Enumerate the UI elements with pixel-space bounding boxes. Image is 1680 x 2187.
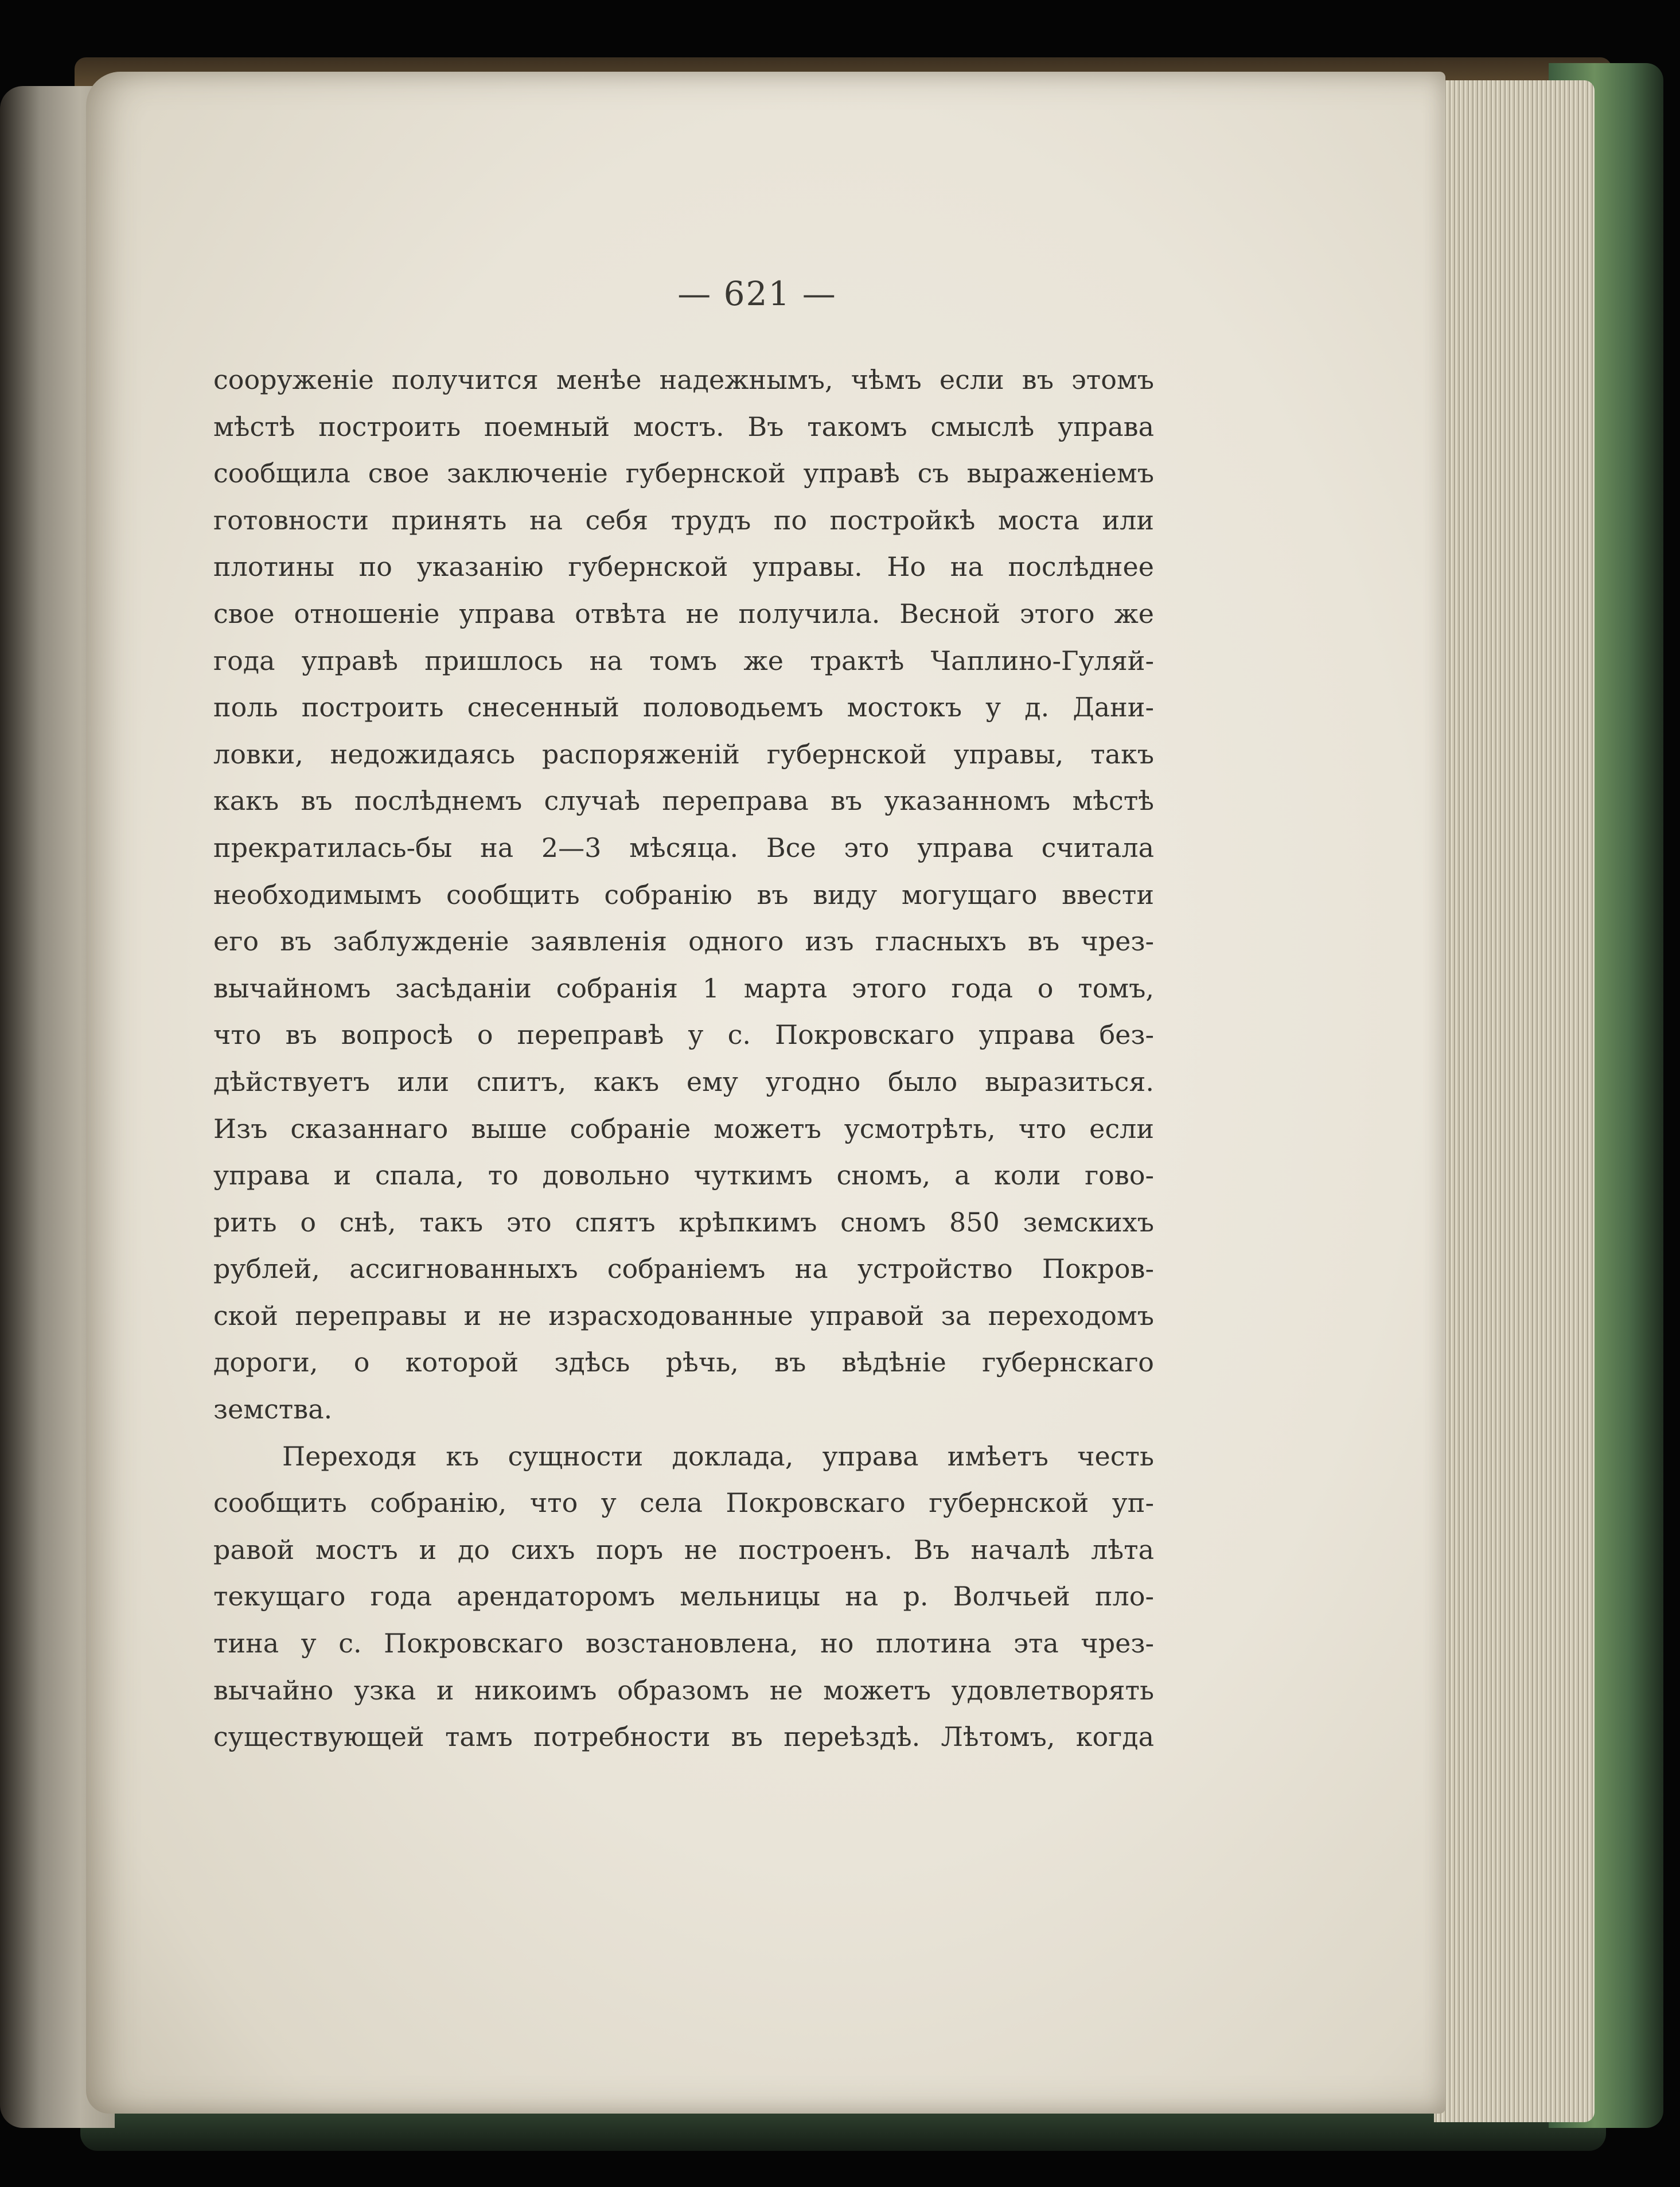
text-line: вычайномъ засѣданіи собранія 1 марта этого года о томъ, bbox=[213, 972, 1154, 1004]
text-line: ловки, недожидаясь распоряженій губернской управы, такъ bbox=[213, 738, 1154, 770]
text-line: готовности принять на себя трудъ по постройкѣ моста или bbox=[213, 504, 1154, 536]
stacked-page-edges bbox=[1434, 80, 1595, 2122]
text-line: необходимымъ сообщить собранію въ виду могущаго ввести bbox=[213, 879, 1154, 910]
text-line: мѣстѣ построить поемный мостъ. Въ такомъ смыслѣ управа bbox=[213, 411, 1154, 442]
text-line: дѣйствуетъ или спитъ, какъ ему угодно было выразиться. bbox=[213, 1066, 1154, 1097]
text-line: Изъ сказаннаго выше собраніе можетъ усмотрѣть, что если bbox=[213, 1113, 1154, 1144]
page-number: — 621 — bbox=[677, 274, 837, 313]
text-line: рублей, ассигнованныхъ собраніемъ на устройство Покров- bbox=[213, 1253, 1154, 1285]
text-line: сообщить собранію, что у села Покровскаго губернской уп- bbox=[213, 1487, 1154, 1519]
text-line: управа и спала, то довольно чуткимъ сномъ, а коли гово- bbox=[213, 1160, 1154, 1191]
text-line: свое отношеніе управа отвѣта не получила. Весной этого же bbox=[213, 598, 1154, 629]
text-line: рить о снѣ, такъ это спятъ крѣпкимъ сномъ 850 земскихъ bbox=[213, 1206, 1154, 1238]
text-line: его въ заблужденіе заявленія одного изъ гласныхъ въ чрез- bbox=[213, 926, 1154, 957]
page-body-text bbox=[213, 357, 1154, 1761]
text-line: дороги, о которой здѣсь рѣчь, въ вѣдѣніе губернскаго bbox=[213, 1347, 1154, 1378]
text-line: сообщила свое заключеніе губернской управѣ съ выраженіемъ bbox=[213, 458, 1154, 489]
text-line-paragraph-end: земства. bbox=[213, 1394, 333, 1425]
text-line-paragraph-start: Переходя къ сущности доклада, управа имѣетъ честь bbox=[282, 1440, 1154, 1472]
text-line: прекратилась-бы на 2—3 мѣсяца. Все это управа считала bbox=[213, 832, 1154, 863]
text-line: поль построить снесенный половодьемъ мостокъ у д. Дани- bbox=[213, 692, 1154, 723]
text-line: текущаго года арендаторомъ мельницы на р. Волчьей пло- bbox=[213, 1581, 1154, 1612]
text-line: ской переправы и не израсходованные управой за переходомъ bbox=[213, 1300, 1154, 1331]
text-line: плотины по указанію губернской управы. Но на послѣднее bbox=[213, 551, 1154, 583]
text-line: года управѣ пришлось на томъ же трактѣ Чаплино-Гуляй- bbox=[213, 645, 1154, 676]
text-line: что въ вопросѣ о переправѣ у с. Покровскаго управа без- bbox=[213, 1019, 1154, 1051]
text-line: вычайно узка и никоимъ образомъ не можетъ удовлетворять bbox=[213, 1674, 1154, 1706]
text-line: какъ въ послѣднемъ случаѣ переправа въ указанномъ мѣстѣ bbox=[213, 785, 1154, 817]
text-line: существующей тамъ потребности въ переѣздѣ. Лѣтомъ, когда bbox=[213, 1721, 1154, 1753]
text-line: равой мостъ и до сихъ поръ не построенъ. Въ началѣ лѣта bbox=[213, 1534, 1154, 1565]
text-line: тина у с. Покровскаго возстановлена, но плотина эта чрез- bbox=[213, 1628, 1154, 1659]
text-line: сооруженіе получится менѣе надежнымъ, чѣмъ если въ этомъ bbox=[213, 364, 1154, 395]
